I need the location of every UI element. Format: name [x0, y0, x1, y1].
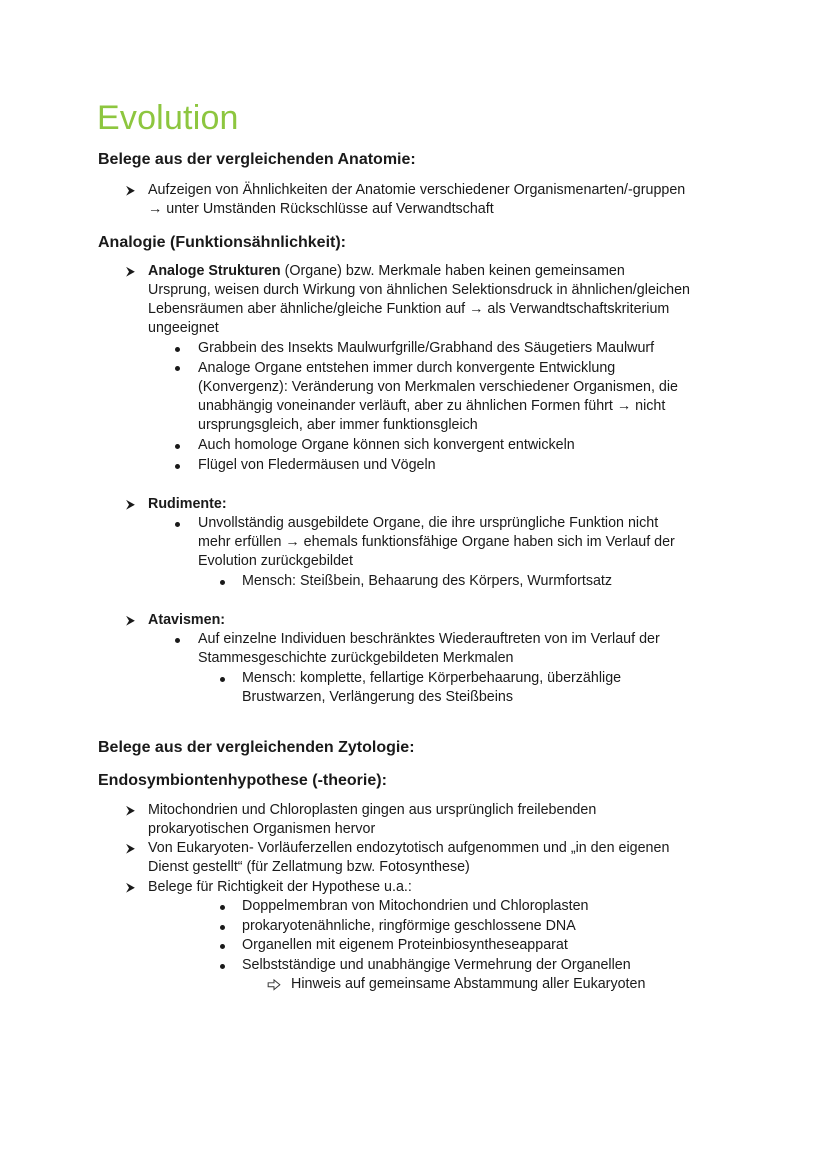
- endo-bullet: prokaryotenähnliche, ringförmige geschlossene DNA: [242, 918, 576, 934]
- bullet-dot: [220, 677, 225, 682]
- bullet-dot: [175, 464, 180, 469]
- atavismen-sub-bullet-cont: Brustwarzen, Verlängerung des Steißbeins: [242, 689, 513, 705]
- rudimente-bullet-cont: mehr erfüllen → ehemals funktionsfähige Organe haben sich im Verlauf der: [198, 534, 675, 550]
- analogie-lead-rest: (Organe) bzw. Merkmale haben keinen gemeinsamen: [280, 263, 625, 279]
- rudimente-label: Rudimente:: [148, 496, 227, 512]
- analogie-lead-line: [148, 262, 625, 282]
- bullet-dot: [220, 964, 225, 969]
- atavismen-bullet-cont: Stammesgeschichte zurückgebildeten Merkmalen: [198, 650, 514, 666]
- analogie-bullet: Auch homologe Organe können sich konvergent entwickeln: [198, 437, 575, 453]
- arrowhead-bullet-icon: [124, 839, 137, 859]
- analoge-strukturen-term: Analoge Strukturen: [148, 263, 281, 279]
- bullet-dot: [175, 522, 180, 527]
- analogie-bullet-cont: unabhängig voneinander verläuft, aber zu ähnlichen Formen führt → nicht: [198, 398, 666, 414]
- arrowhead-bullet-icon: [124, 878, 137, 898]
- endo-item-line: Belege für Richtigkeit der Hypothese u.a.:: [148, 879, 412, 895]
- heading-analogie: Analogie (Funktionsähnlichkeit):: [98, 234, 347, 251]
- endo-bullet: Selbstständige und unabhängige Vermehrung der Organellen: [242, 957, 631, 973]
- bullet-dot: [220, 905, 225, 910]
- rudimente-bullet: Unvollständig ausgebildete Organe, die ihre ursprüngliche Funktion nicht: [198, 515, 659, 531]
- arrowhead-bullet-icon: [124, 262, 137, 282]
- anatomie-item-line: Aufzeigen von Ähnlichkeiten der Anatomie verschiedener Organismenarten/-gruppen: [148, 182, 686, 198]
- anatomie-item-line: → unter Umständen Rückschlüsse auf Verwandtschaft: [148, 201, 494, 217]
- rudimente-bullet-cont: Evolution zurückgebildet: [198, 553, 353, 569]
- endo-item-line: Von Eukaryoten- Vorläuferzellen endozytotisch aufgenommen und „in den eigenen: [148, 840, 670, 856]
- bullet-dot: [220, 580, 225, 585]
- analogie-bullet: Grabbein des Insekts Maulwurfgrille/Grabhand des Säugetiers Maulwurf: [198, 340, 655, 356]
- analogie-bullet: Flügel von Fledermäusen und Vögeln: [198, 457, 436, 473]
- hollow-arrow-icon: [266, 975, 282, 995]
- endo-item-line: Mitochondrien und Chloroplasten gingen aus ursprünglich freilebenden: [148, 802, 597, 818]
- endo-item-line: Dienst gestellt“ (für Zellatmung bzw. Fotosynthese): [148, 859, 470, 875]
- bullet-dot: [175, 444, 180, 449]
- atavismen-sub-bullet: Mensch: komplette, fellartige Körperbehaarung, überzählige: [242, 670, 622, 686]
- endo-bullet: Doppelmembran von Mitochondrien und Chloroplasten: [242, 898, 589, 914]
- bullet-dot: [220, 944, 225, 949]
- rudimente-sub-bullet: Mensch: Steißbein, Behaarung des Körpers, Wurmfortsatz: [242, 573, 613, 589]
- analogie-text-line: Lebensräumen aber ähnliche/gleiche Funktion auf → als Verwandtschaftskriterium: [148, 301, 670, 317]
- heading-zytologie: Belege aus der vergleichenden Zytologie:: [98, 739, 415, 756]
- bullet-dot: [175, 347, 180, 352]
- endo-conclusion: Hinweis auf gemeinsame Abstammung aller Eukaryoten: [291, 976, 646, 992]
- bullet-dot: [175, 638, 180, 643]
- arrowhead-bullet-icon: [124, 181, 137, 201]
- bullet-dot: [175, 366, 180, 371]
- analogie-text-line: Ursprung, weisen durch Wirkung von ähnlichen Selektionsdruck in ähnlichen/gleichen: [148, 282, 690, 298]
- page-title: Evolution: [97, 99, 239, 137]
- endo-bullet: Organellen mit eigenem Proteinbiosyntheseapparat: [242, 937, 568, 953]
- analogie-text-line: ungeeignet: [148, 320, 219, 336]
- endo-item-line: prokaryotischen Organismen hervor: [148, 821, 376, 837]
- atavismen-bullet: Auf einzelne Individuen beschränktes Wiederauftreten von im Verlauf der: [198, 631, 660, 647]
- bullet-dot: [220, 925, 225, 930]
- analogie-bullet-cont: (Konvergenz): Veränderung von Merkmalen verschiedener Organismen, die: [198, 379, 678, 395]
- heading-anatomie: Belege aus der vergleichenden Anatomie:: [98, 151, 416, 168]
- arrowhead-bullet-icon: [124, 495, 137, 515]
- arrowhead-bullet-icon: [124, 611, 137, 631]
- analogie-bullet-cont: ursprungsgleich, aber immer funktionsgleich: [198, 417, 478, 433]
- arrowhead-bullet-icon: [124, 801, 137, 821]
- heading-endosymbionten: Endosymbiontenhypothese (-theorie):: [98, 772, 387, 789]
- atavismen-label: Atavismen:: [148, 612, 226, 628]
- analogie-bullet: Analoge Organe entstehen immer durch konvergente Entwicklung: [198, 360, 616, 376]
